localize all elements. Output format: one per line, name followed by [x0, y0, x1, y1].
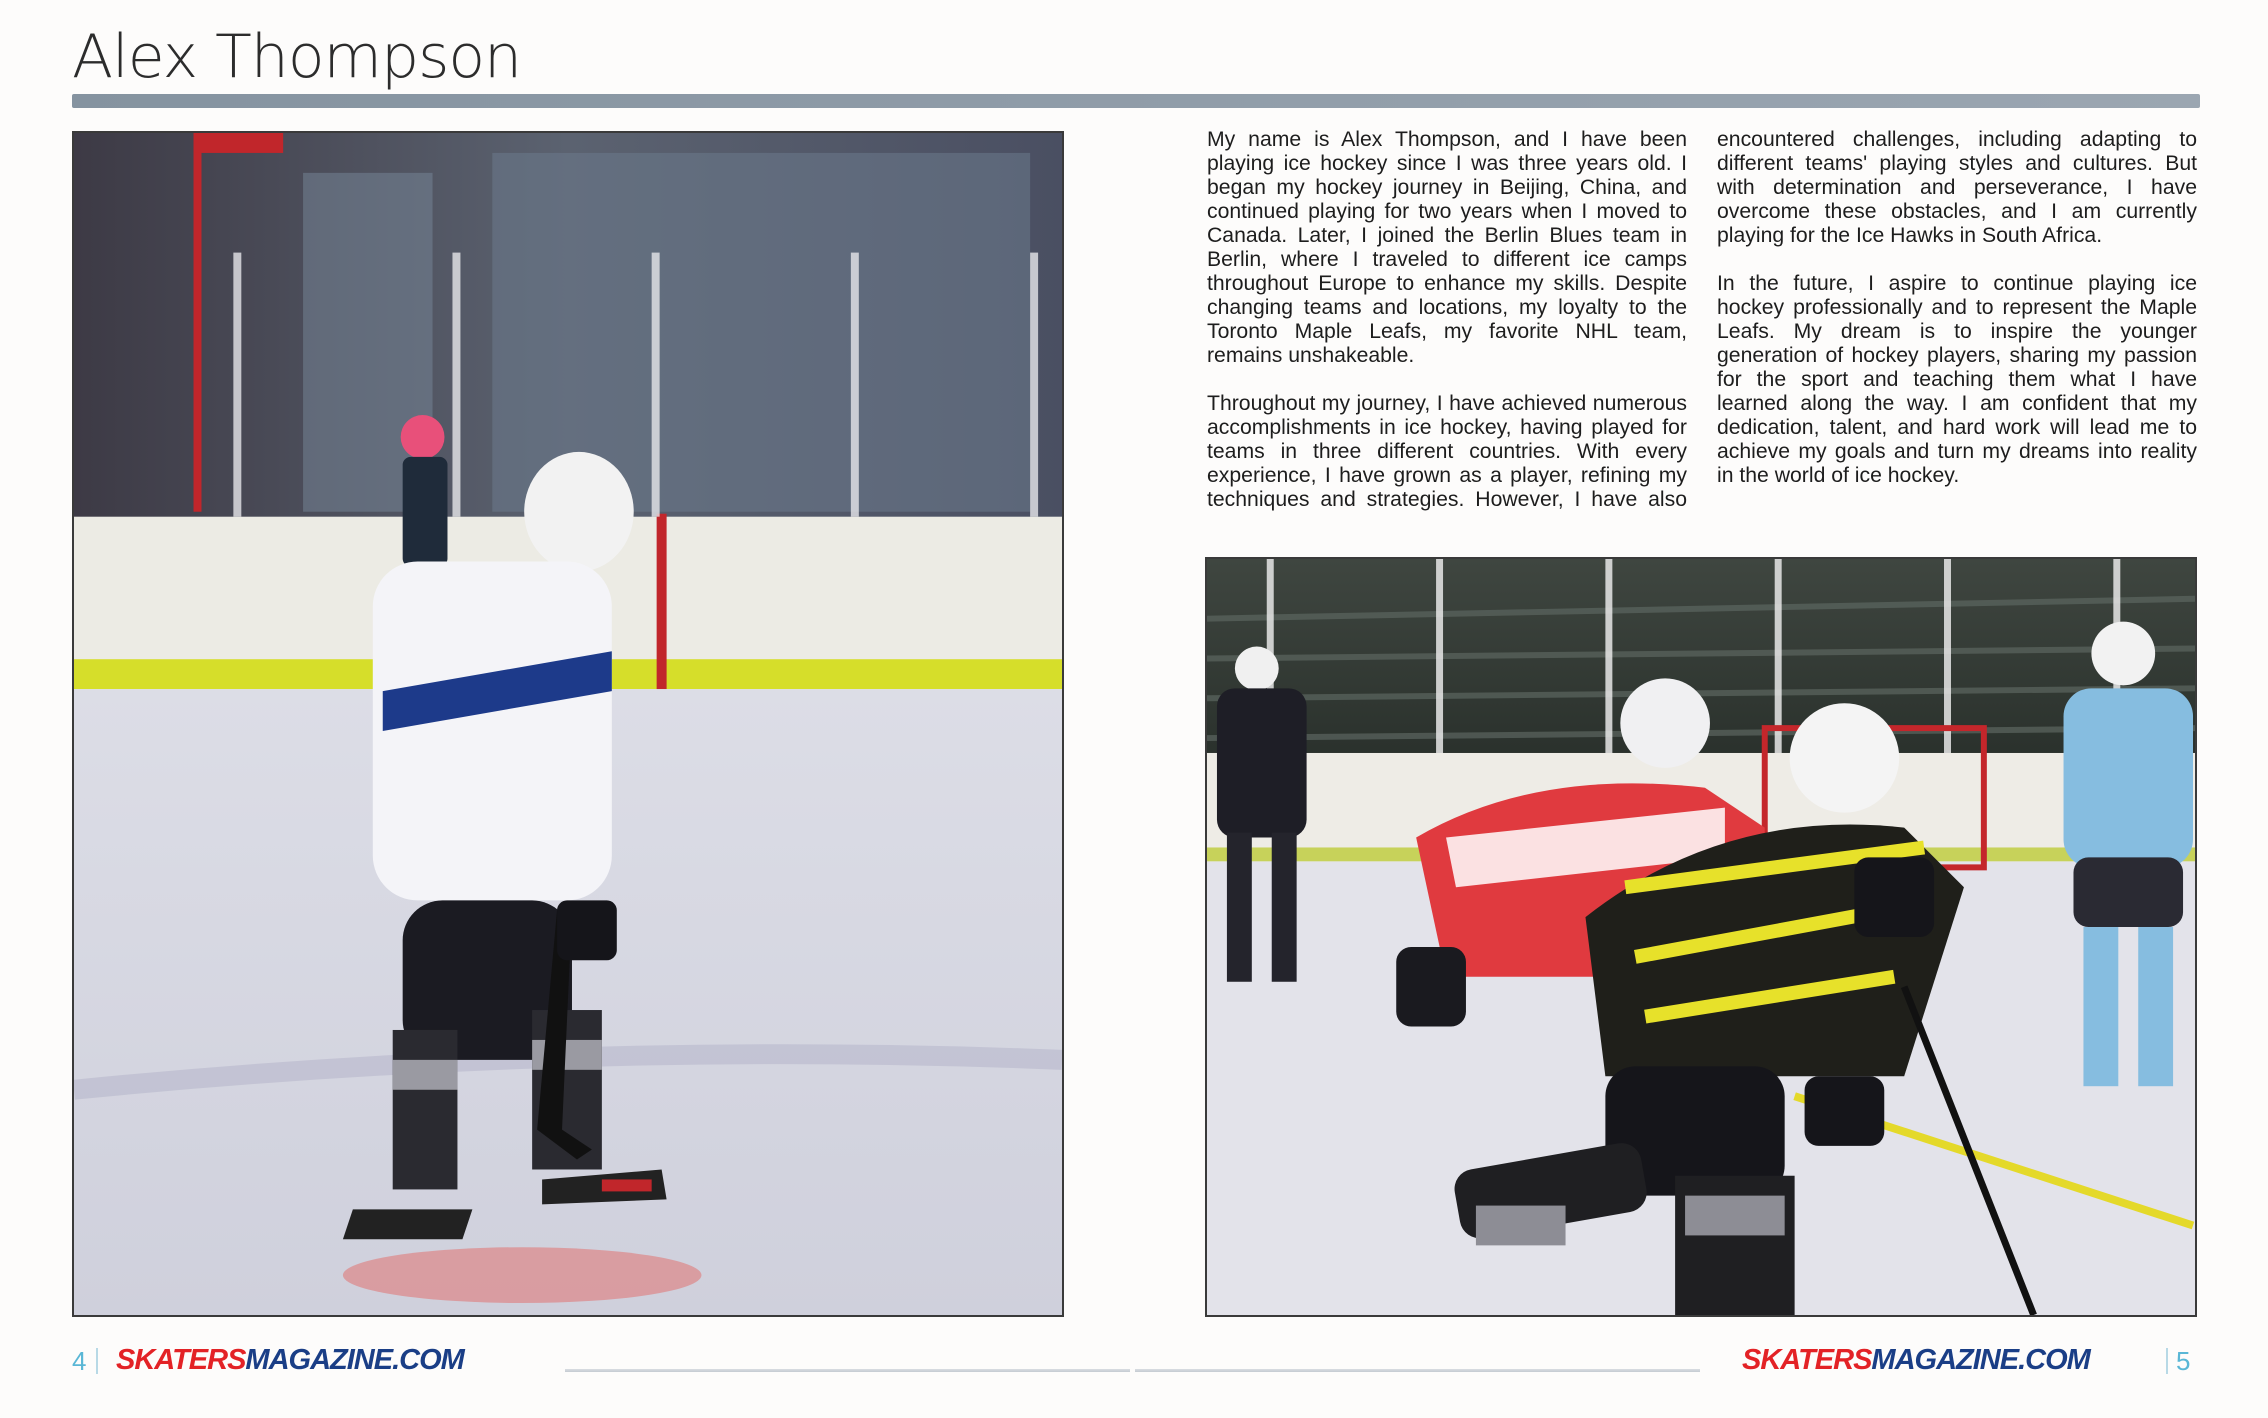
footer-divider-right — [1135, 1369, 1700, 1372]
page-number-left: 4 — [72, 1346, 87, 1376]
photo-game-action — [1205, 557, 2197, 1317]
brand-logo-right[interactable] — [1742, 1344, 2090, 1377]
brand-part-skaters: SKATERS — [1742, 1344, 1872, 1376]
paragraph: In the future, I aspire to continue playing ice hockey professionally and to represent the Maple Leafs. My dream is to inspire the younger generation of hockey players, sharing my passion for the sport and teaching them what I have learned along the way. I am confident that my dedication, talent, and hard work will lead me to achieve my goals and turn my dreams into reality in the world of ice hockey. — [1717, 272, 2197, 487]
photo-player-white-jersey — [72, 131, 1064, 1317]
page-number-divider — [2166, 1348, 2168, 1374]
paragraph: Throughout my journey, I have achieved numerous accomplishments in ice hockey, having played for teams in three different countries. With every experience, I have grown as a player, refining my techniques and strategies. However, I have also encountered challenges, including adapting to different teams' playing styles and cultures. But with determination and perseverance, I have overcome these obstacles, and I am currently playing for the Ice Hawks in South Africa. — [1207, 128, 2197, 511]
footer-divider-left — [565, 1369, 1130, 1372]
brand-part-skaters: SKATERS — [116, 1344, 246, 1376]
page-title: Alex Thompson — [72, 22, 522, 92]
brand-part-magazine: MAGAZINE.COM — [1871, 1344, 2090, 1376]
paragraph: My name is Alex Thompson, and I have been playing ice hockey since I was three years old. I began my hockey journey in Beijing, China, and continued playing for two years when I moved to Canada. Later, I joined the Berlin Blues team in Berlin, where I traveled to different ice camps throughout Europe to enhance my skills. Despite changing teams and locations, my loyalty to the Toronto Maple Leafs, my favorite NHL team, remains unshakeable. — [1207, 128, 1687, 367]
page-number-divider — [96, 1348, 98, 1374]
title-divider — [72, 94, 2200, 108]
article-body — [1207, 128, 2197, 512]
page-number-right: 5 — [2176, 1346, 2191, 1376]
brand-logo-left[interactable] — [116, 1344, 464, 1377]
brand-part-magazine: MAGAZINE.COM — [245, 1344, 464, 1376]
